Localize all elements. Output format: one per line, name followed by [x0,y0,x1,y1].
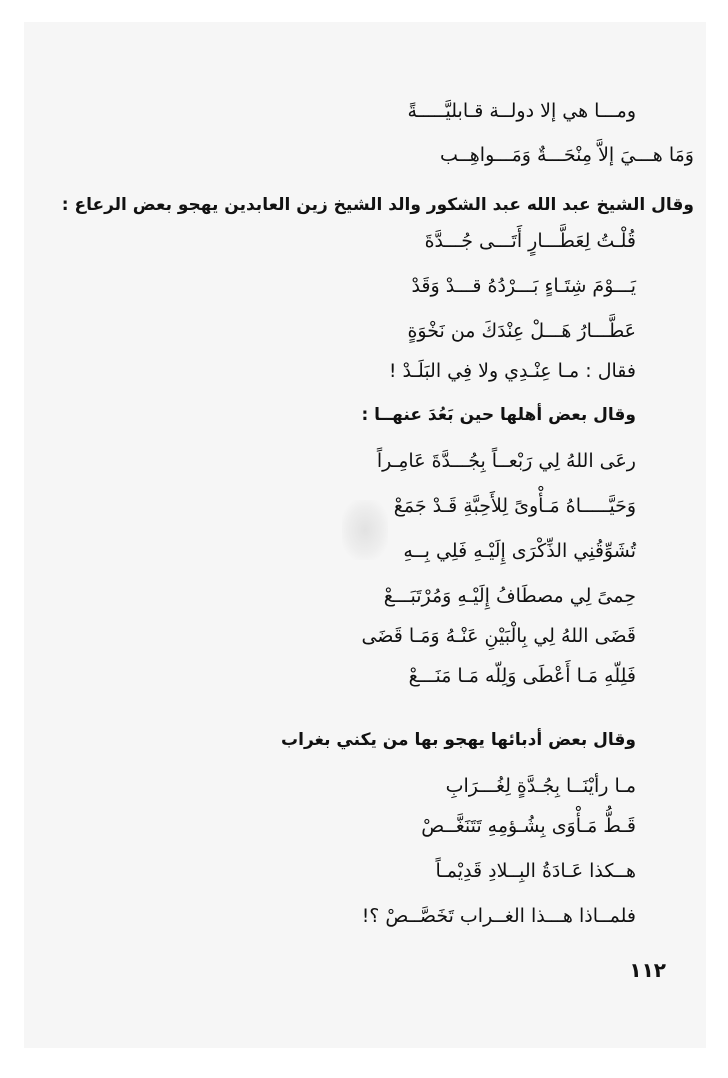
verse-line: قَـطُّ مَـأْوَى بِشُـؤمِهِ تَتَنَغَّــصْ [421,815,636,837]
scan-smudge [342,500,388,560]
section-heading: وقال بعض أدبائها يهجو بها من يكني بغراب [281,730,636,750]
verse-line: فلمــاذا هـــذا الغــراب تَخَصَّــصْ ؟! [361,905,636,927]
verse-line: قَضَى اللهُ لِي بِالْبَيْنِ عَنْـهُ وَمَـا قَضَى [361,625,636,647]
verse-line: عَطَّـــارُ هَـــلْ عِنْدَكَ من نَخْوَةٍ [407,320,636,342]
verse-line: وَمَا هـــيَ إلاَّ مِنْحَـــةٌ وَمَـــواهِــب [440,144,694,166]
verse-line: هــكذا عَـادَةُ البِــلادِ قَدِيْمـاً [435,860,636,882]
verse-line: رعَى اللهُ لِي رَبْعــاً بِجُـــدَّةَ عَامِـراً [376,450,636,472]
book-page [24,22,706,1048]
verse-line: فقال : مـا عِنْـدِي ولا فِي البَلَـدْ ! [388,360,636,382]
verse-line: يَـــوْمَ شِتَـاءٍ بَـــرْدُهُ قـــدْ وَقَدْ [411,275,636,297]
verse-line: تُشَوِّقُنِي الذِّكْرَى إِلَيْـهِ فَلِي بِــهِ [403,540,636,562]
verse-line: مـا رأيْنَــا بِجُـدَّةٍ لِغُـــرَابِ [445,775,636,797]
verse-line: قُلْـتُ لِعَطَّـــارٍ أَتَـــى جُـــدَّةَ [424,230,636,252]
verse-line: ومـــا هي إلا دولــة قـابليَّـــــةً [407,100,636,122]
section-heading: وقال بعض أهلها حين بَعُدَ عنهــا : [361,405,636,425]
verse-line: فَلِلّهِ مَـا أَعْطَى وَلِلّه مَـا مَنَـــعْ [408,665,636,687]
page-number: ١١٢ [629,958,666,982]
verse-line: وَحَيَّـــــاهُ مَـأْوىً لِلأَحِبَّةِ قَـدْ جَمَعْ [393,495,636,517]
section-heading: وقال الشيخ عبد الله عبد الشكور والد الشيخ زين العابدين يهجو بعض الرعاع : [61,195,694,215]
verse-line: حِمىً لِي مصطَافُ إِلَيْـهِ وَمُرْتَبَـــعْ [383,585,636,607]
